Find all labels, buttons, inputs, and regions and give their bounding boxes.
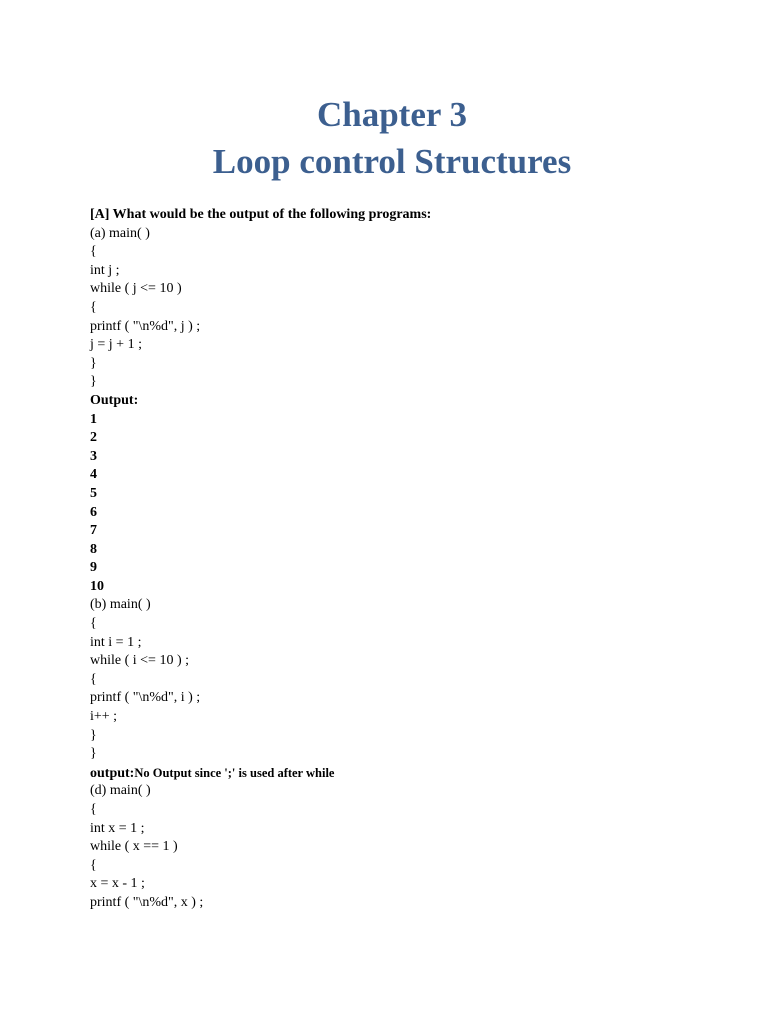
program-b-header: (b) main( ) [90, 597, 151, 613]
code-line: { [90, 857, 97, 873]
output-value: 6 [90, 504, 97, 520]
code-line: printf ( "\n%d", j ) ; [90, 318, 201, 334]
code-line: while ( x == 1 ) [90, 839, 178, 855]
code-line: } [90, 727, 97, 743]
chapter-title: Chapter 3 [316, 95, 468, 134]
output-note: No Output since ';' is used after while [134, 765, 335, 780]
output-value: 10 [90, 578, 104, 594]
output-value: 8 [90, 541, 97, 557]
chapter-subtitle: Loop control Structures [212, 142, 572, 181]
output-value: 1 [90, 411, 97, 427]
code-line: } [90, 355, 97, 371]
code-line: printf ( "\n%d", i ) ; [90, 690, 201, 706]
code-line: { [90, 802, 97, 817]
output-line [90, 764, 730, 783]
code-line: i++ ; [90, 709, 118, 725]
code-line: } [90, 374, 97, 390]
output-value: 2 [90, 430, 97, 446]
code-line: { [90, 299, 97, 315]
output-value: 3 [90, 448, 97, 464]
output-value: 4 [90, 467, 97, 483]
program-d-header: (d) main( ) [90, 783, 151, 799]
output-label: output: [90, 765, 135, 781]
code-line: while ( j <= 10 ) [90, 281, 182, 297]
program-a-header: (a) main( ) [90, 225, 150, 241]
code-line: int x = 1 ; [90, 820, 145, 836]
section-heading: [A] What would be the output of the following programs: [90, 207, 432, 222]
code-line: { [90, 616, 97, 632]
code-line: } [90, 746, 97, 762]
code-line: { [90, 671, 97, 687]
code-line: x = x - 1 ; [90, 876, 145, 892]
code-line: { [90, 244, 97, 260]
code-line: while ( i <= 10 ) ; [90, 653, 189, 669]
code-line: printf ( "\n%d", x ) ; [90, 894, 204, 910]
output-label: Output: [90, 392, 139, 408]
output-value: 5 [90, 485, 97, 501]
output-value: 7 [90, 523, 97, 539]
code-line: int i = 1 ; [90, 634, 142, 650]
document-body [90, 206, 730, 913]
code-line: j = j + 1 ; [90, 337, 142, 353]
code-line: int j ; [90, 262, 120, 278]
output-value: 9 [90, 560, 97, 576]
